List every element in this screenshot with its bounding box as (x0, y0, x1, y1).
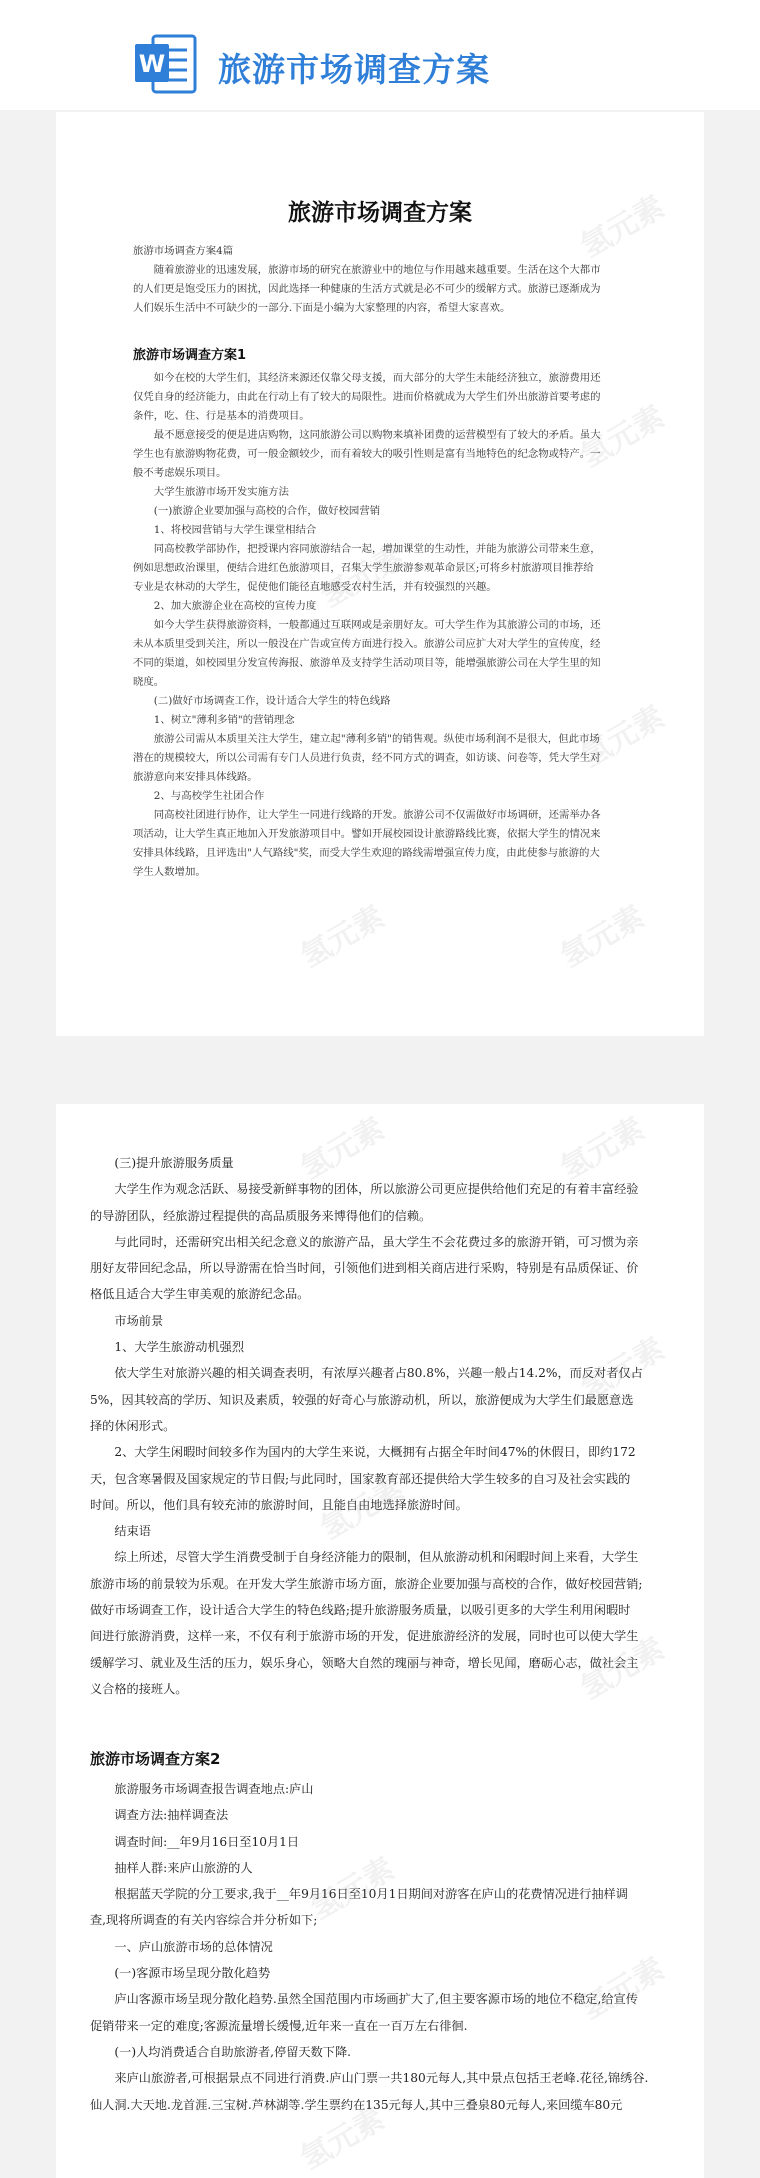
header-banner (0, 0, 760, 110)
subheading: (三)提升旅游服务质量 (114, 1156, 234, 1170)
paragraph-line: 项活动，让大学生真正地加入开发旅游项目中。譬如开展校园设计旅游路线比赛，依据大学生的情况来 (133, 828, 601, 840)
paragraph-line: 学生也有旅游购物花费，可一般金额较少，而有着较大的吸引性则是富有当地特色的纪念物或特产。一 (133, 448, 601, 460)
paragraph-line: 调查时间:__年9月16日至10月1日 (114, 1834, 300, 1849)
subheading: (一)人均消费适合自助旅游者,停留天数下降. (114, 2044, 352, 2059)
paragraph-line: 例如思想政治课里，便结合进红色旅游项目，召集大学生旅游参观革命景区;可将乡村旅游项目推荐给 (133, 562, 594, 574)
paragraph-line: 如今大学生获得旅游资料，一般都通过互联网或是亲朋好友。可大学生作为其旅游公司的市场，还 (153, 619, 601, 631)
paragraph-line: 综上所述，尽管大学生消费受制于自身经济能力的限制，但从旅游动机和闲暇时间上来看，大学生 (114, 1550, 639, 1565)
paragraph-line: 天，包含寒暑假及国家规定的节日假;与此同时，国家教育部还提供给大学生较多的自习及社会实践的 (90, 1471, 631, 1486)
paragraph-line: 同高校教学部协作，把授课内容同旅游结合一起，增加课堂的生动性，并能为旅游公司带来生意， (153, 543, 601, 555)
subheading: (二)做好市场调查工作，设计适合大学生的特色线路 (153, 695, 391, 707)
subheading: 1、大学生旅游动机强烈 (114, 1340, 245, 1355)
word-document-icon (131, 30, 201, 96)
paragraph-line: 旅游公司需从本质里关注大学生，建立起"薄利多销"的销售观。纵使市场利润不是很大，但此市场 (153, 733, 600, 745)
paragraph-line: 同高校社团进行协作，让大学生一同进行线路的开发。旅游公司不仅需做好市场调研，还需举办各 (153, 809, 601, 821)
watermark: 氢元素 (575, 1331, 671, 1407)
paragraph-line: 旅游市场的前景较为乐观。在开发大学生旅游市场方面，旅游企业要加强与高校的合作，做好校园营销; (90, 1576, 643, 1591)
watermark: 氢元素 (575, 399, 671, 475)
page-2-body (90, 1150, 690, 1702)
intro-line: 随着旅游业的迅速发展，旅游市场的研究在旅游业中的地位与作用越来越重要。生活在这个大都市 (153, 264, 601, 276)
paragraph-line: 格低且适合大学生审美观的旅游纪念品。 (90, 1287, 310, 1302)
paragraph-line: 来庐山旅游者,可根据景点不同进行消费.庐山门票一共180元每人,其中景点包括王老峰.花径,锦绣谷. (114, 2071, 649, 2086)
watermark: 氢元素 (315, 539, 411, 615)
paragraph-line: 依大学生对旅游兴趣的相关调查表明，有浓厚兴趣者占80.8%，兴趣一般占14.2%，而反对者仅占 (114, 1366, 643, 1381)
paragraph-line: 如今在校的大学生们，其经济来源还仅靠父母支援，而大部分的大学生未能经济独立，旅游费用还 (153, 372, 601, 384)
paragraph-line: 最不愿意接受的便是进店购物，这同旅游公司以购物来填补团费的运营模型有了较大的矛盾。虽大 (153, 429, 601, 441)
section-2-body (90, 1776, 690, 2118)
paragraph-line: 2、大学生闲暇时间较多作为国内的大学生来说，大概拥有占据全年时间47%的休假日，即约172 (114, 1445, 636, 1460)
watermark: 氢元素 (575, 1631, 671, 1707)
paragraph-line: 义合格的接班人。 (90, 1681, 188, 1696)
paragraph-line: 调查方法:抽样调查法 (114, 1808, 229, 1823)
subheading: 大学生旅游市场开发实施方法 (153, 486, 289, 498)
subheading: (一)客源市场呈现分散化趋势 (114, 1966, 271, 1981)
section-heading-2: 旅游市场调查方案2 (90, 1750, 221, 1768)
paragraph-line: 条件，吃、住、行是基本的消费项目。 (133, 410, 310, 422)
intro-line: 人们娱乐生活中不可缺少的一部分.下面是小编为大家整理的内容，希望大家喜欢。 (133, 302, 511, 314)
svg-text:W: W (138, 50, 166, 78)
paragraph-line: 5%，因其较高的学历、知识及素质，较强的好奇心与旅游动机，所以，旅游便成为大学生们最愿意选 (90, 1392, 634, 1407)
paragraph-line: 晓度。 (133, 676, 165, 688)
watermark: 氢元素 (575, 189, 671, 265)
paragraph-line: 安排具体线路，且评选出"人气路线"奖，而受大学生欢迎的路线需增强宣传力度，由此使参与旅游的大 (133, 847, 600, 859)
paragraph-line: 未从本质里受到关注，所以一般没在广告或宣传方面进行投入。旅游公司应扩大对大学生的宣传度，经 (133, 638, 601, 650)
subheading: 2、与高校学生社团合作 (153, 790, 265, 802)
paragraph-line: 择的休闲形式。 (90, 1418, 176, 1433)
subheading: 1、将校园营销与大学生课堂相结合 (153, 524, 317, 536)
watermark: 氢元素 (295, 2101, 391, 2177)
intro-block (133, 242, 653, 318)
watermark: 氢元素 (555, 1111, 651, 1187)
section-heading-1: 旅游市场调查方案1 (133, 348, 247, 363)
paragraph-line: 般不考虑娱乐项目。 (133, 467, 227, 479)
watermark: 氢元素 (305, 1851, 401, 1927)
paragraph-line: 旅游服务市场调查报告调查地点:庐山 (114, 1782, 314, 1796)
paragraph-line: 仅凭自身的经济能力，由此在行动上有了较大的局限性。进而价格就成为大学生们外出旅游首要考虑的 (133, 391, 601, 403)
section-1-body (133, 369, 653, 882)
paragraph-line: 不同的渠道，如校园里分发宣传海报、旅游单及支持学生活动项目等，能增强旅游公司在大学生里的知 (133, 657, 601, 669)
document-title: 旅游市场调查方案 (288, 199, 472, 226)
paragraph-line: 查,现将所调查的有关内容综合并分析如下; (90, 1913, 318, 1928)
watermark: 氢元素 (315, 1471, 411, 1547)
subheading: 2、加大旅游企业在高校的宣传力度 (153, 600, 317, 612)
paragraph-line: 庐山客源市场呈现分散化趋势.虽然全国范围内市场画扩大了,但主要客源市场的地位不稳定,给宣传 (114, 1992, 638, 2007)
watermark: 氢元素 (295, 899, 391, 975)
paragraph-line: 朋好友带回纪念品，所以导游需在恰当时间，引领他们进到相关商店进行采购，特别是有品质保证、价 (90, 1261, 639, 1276)
paragraph-line: 专业是农林动的大学生，促使他们能径直地感受农村生活，并有较强烈的兴趣。 (133, 581, 497, 593)
paragraph-line: 旅游意向来安排具体线路。 (133, 771, 258, 783)
subheading: (一)旅游企业要加强与高校的合作，做好校园营销 (153, 505, 381, 517)
paragraph-line: 间进行旅游消费，这样一来，不仅有利于旅游市场的开发，促进旅游经济的发展，同时也可以使大学生 (90, 1629, 639, 1644)
paragraph-line: 根据蓝天学院的分工要求,我于__年9月16日至10月1日期间对游客在庐山的花费情况进行抽样调 (114, 1887, 628, 1902)
paragraph-line: 做好市场调查工作，设计适合大学生的特色线路;提升旅游服务质量，以吸引更多的大学生利用闲暇时 (90, 1603, 631, 1618)
intro-line: 的人们更是饱受压力的困扰，因此选择一种健康的生活方式就是必不可少的缓解方式。旅游已逐渐成为 (133, 283, 601, 295)
watermark: 氢元素 (575, 699, 671, 775)
subheading: 结束语 (114, 1524, 151, 1539)
document-page-2 (56, 1104, 704, 2178)
paragraph-line: 潜在的规模较大，所以公司需有专门人员进行负责，经不同方式的调查，如访谈、问卷等，凭大学生对 (133, 752, 601, 764)
paragraph-line: 的导游团队，经旅游过程提供的高品质服务来博得他们的信赖。 (90, 1208, 432, 1223)
subheading: 市场前景 (114, 1313, 164, 1328)
paragraph-line: 与此同时，还需研究出相关纪念意义的旅游产品，虽大学生不会花费过多的旅游开销，可习惯为亲 (114, 1234, 639, 1249)
watermark: 氢元素 (575, 1951, 671, 2027)
paragraph-line: 抽样人群:来庐山旅游的人 (114, 1860, 253, 1875)
paragraph-line: 缓解学习、就业及生活的压力，娱乐身心，领略大自然的瑰丽与神奇，增长见闻，磨砺心志，做社会主 (90, 1655, 639, 1670)
header-title: 旅游市场调查方案 (218, 50, 490, 89)
paragraph-line: 促销带来一定的难度;客源流量增长缓慢,近年来一直在一百万左右徘徊. (90, 2018, 468, 2033)
watermark: 氢元素 (295, 1111, 391, 1187)
subheading: 1、树立"薄利多销"的营销理念 (153, 714, 295, 726)
document-page-1 (56, 112, 704, 1036)
paragraph-line: 学生人数增加。 (133, 866, 206, 878)
paragraph-line: 仙人洞.大天地.龙首涯.三宝树.芦林湖等.学生票约在135元每人,其中三叠泉80元每人,来回缆车80元 (90, 2097, 623, 2112)
intro-caption: 旅游市场调查方案4篇 (133, 245, 234, 257)
paragraph-line: 时间。所以，他们具有较充沛的旅游时间，且能自由地选择旅游时间。 (90, 1497, 468, 1512)
paragraph-line: 大学生作为观念活跃、易接受新鲜事物的团体，所以旅游公司更应提供给他们充足的有着丰富经验 (114, 1182, 639, 1197)
watermark: 氢元素 (555, 899, 651, 975)
subheading: 一、庐山旅游市场的总体情况 (114, 1939, 273, 1954)
